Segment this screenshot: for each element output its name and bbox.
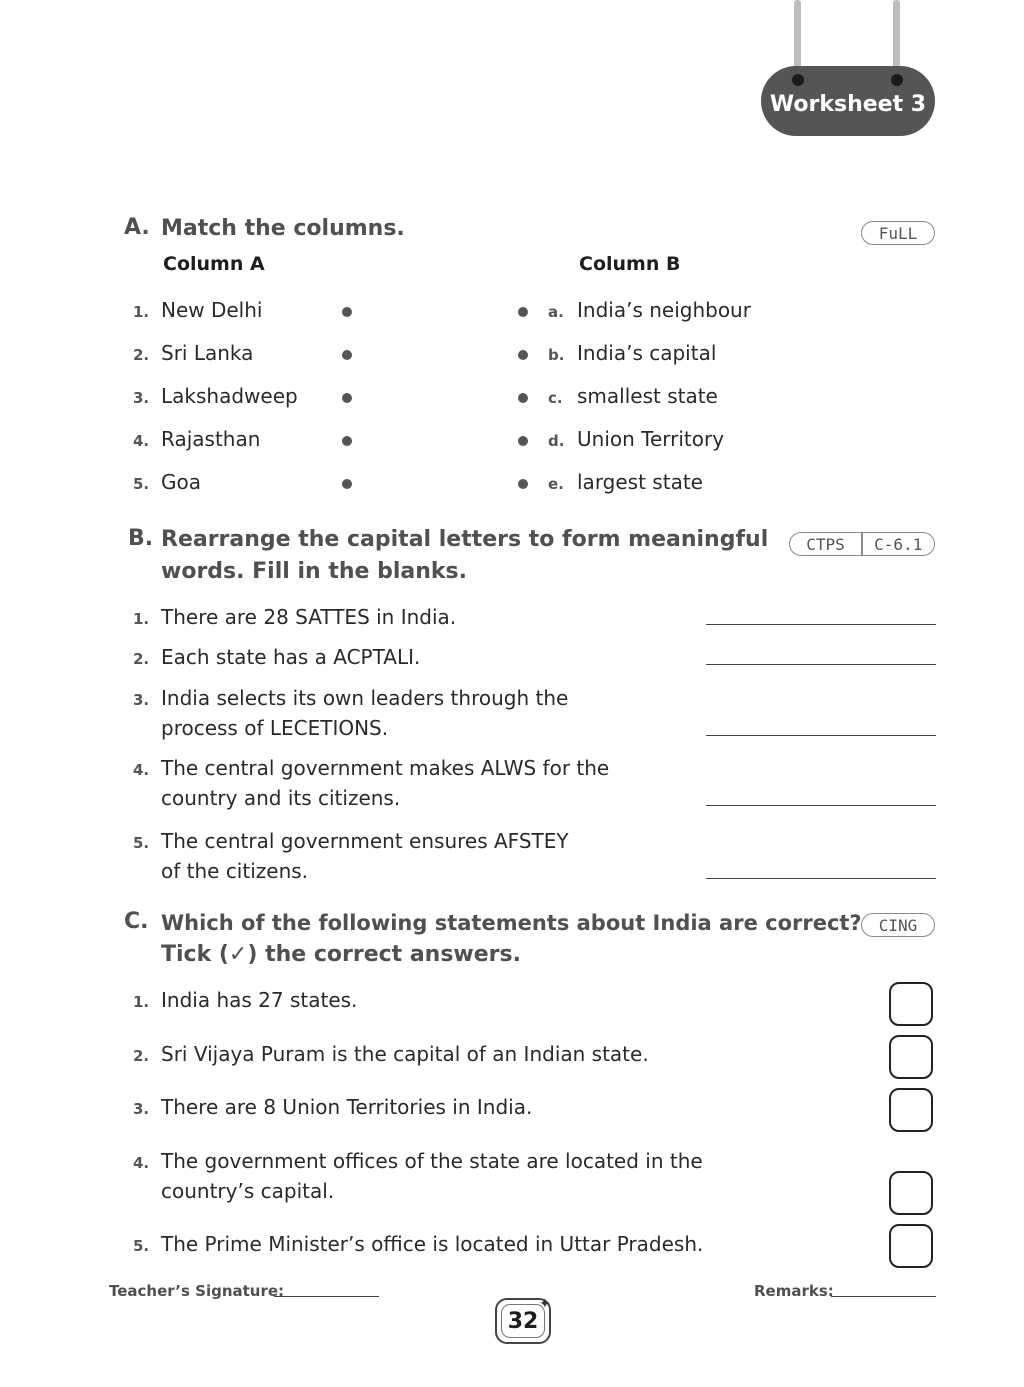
match-num: 2. (133, 346, 150, 364)
item-text: Each state has a ACPTALI. (161, 645, 421, 669)
match-letter: c. (548, 389, 563, 407)
item-num: 2. (133, 1047, 150, 1065)
match-letter: a. (548, 303, 564, 321)
column-b-item: smallest state (577, 384, 718, 408)
page-number: 32 (507, 1308, 539, 1334)
star-icon: ✦ (539, 1296, 551, 1312)
section-b-badge-left: CTPS (806, 534, 845, 554)
section-b-letter: B. (128, 526, 154, 551)
match-num: 4. (133, 432, 150, 450)
column-b-item: India’s neighbour (577, 298, 751, 322)
tick-box[interactable] (889, 1088, 933, 1132)
tick-box[interactable] (889, 1171, 933, 1215)
section-c-badge-label: CING (878, 915, 918, 935)
tick-box[interactable] (889, 1224, 933, 1268)
match-letter: e. (548, 475, 564, 493)
item-text: The central government makes ALWS for the (161, 756, 610, 780)
section-b-badge (789, 532, 935, 556)
column-a-item: Goa (161, 470, 201, 494)
item-text: The central government ensures AFSTEY (161, 829, 569, 853)
remarks-line[interactable] (831, 1296, 936, 1297)
section-c-badge (861, 913, 935, 937)
answer-blank[interactable] (706, 805, 936, 806)
column-b-item: Union Territory (577, 427, 725, 451)
column-b-dot[interactable] (518, 393, 528, 403)
column-a-dot[interactable] (342, 393, 352, 403)
item-num: 4. (133, 1154, 150, 1172)
column-b-item: largest state (577, 470, 703, 494)
teacher-signature-line[interactable] (274, 1296, 379, 1297)
column-a-dot[interactable] (342, 307, 352, 317)
worksheet-tag-label: Worksheet 3 (769, 91, 927, 117)
item-text: There are 28 SATTES in India. (161, 605, 457, 629)
section-a-title: Match the columns. (161, 216, 405, 241)
item-text: India has 27 states. (161, 988, 358, 1012)
item-text-cont: country and its citizens. (161, 786, 401, 810)
match-num: 3. (133, 389, 150, 407)
match-letter: b. (548, 346, 565, 364)
item-num: 1. (133, 993, 150, 1011)
column-a-item: Lakshadweep (161, 384, 298, 408)
worksheet-tag (761, 66, 935, 136)
section-a-badge-label: FuLL (878, 223, 918, 243)
tag-hole-left (790, 72, 806, 88)
item-num: 4. (133, 761, 150, 779)
column-b-dot[interactable] (518, 307, 528, 317)
item-text: India selects its own leaders through the (161, 686, 569, 710)
tag-strap-right (893, 0, 900, 74)
teacher-signature-label: Teacher’s Signature: (109, 1282, 285, 1300)
tick-box[interactable] (889, 982, 933, 1026)
match-letter: d. (548, 432, 565, 450)
answer-blank[interactable] (706, 624, 936, 625)
column-b-dot[interactable] (518, 479, 528, 489)
item-text-cont: country’s capital. (161, 1179, 335, 1203)
remarks-label: Remarks: (754, 1282, 834, 1300)
item-num: 5. (133, 834, 150, 852)
section-c-letter: C. (124, 909, 149, 934)
answer-blank[interactable] (706, 735, 936, 736)
column-a-dot[interactable] (342, 436, 352, 446)
item-text: The government offices of the state are located in the (161, 1149, 703, 1173)
section-b-title-line2: words. Fill in the blanks. (161, 559, 467, 584)
item-text: Sri Vijaya Puram is the capital of an Indian state. (161, 1042, 649, 1066)
item-num: 1. (133, 610, 150, 628)
item-num: 2. (133, 650, 150, 668)
item-text: There are 8 Union Territories in India. (161, 1095, 533, 1119)
section-c-title-line1: Which of the following statements about India are correct? (161, 911, 862, 935)
column-b-dot[interactable] (518, 350, 528, 360)
column-a-header: Column A (163, 253, 265, 275)
item-text-cont: process of LECETIONS. (161, 716, 389, 740)
item-num: 3. (133, 691, 150, 709)
column-b-header: Column B (579, 253, 681, 275)
item-num: 5. (133, 1237, 150, 1255)
answer-blank[interactable] (706, 664, 936, 665)
answer-blank[interactable] (706, 878, 936, 879)
column-a-item: Rajasthan (161, 427, 261, 451)
section-b-badge-right: C-6.1 (874, 534, 923, 554)
section-a-letter: A. (124, 215, 150, 240)
column-a-item: New Delhi (161, 298, 263, 322)
item-text-cont: of the citizens. (161, 859, 309, 883)
match-num: 5. (133, 475, 150, 493)
column-a-dot[interactable] (342, 350, 352, 360)
tick-box[interactable] (889, 1035, 933, 1079)
tag-strap-left (794, 0, 801, 74)
section-a-badge (861, 221, 935, 245)
tag-hole-right (889, 72, 905, 88)
match-num: 1. (133, 303, 150, 321)
column-a-dot[interactable] (342, 479, 352, 489)
section-c-title-line2: Tick (✓) the correct answers. (161, 942, 521, 967)
item-text: The Prime Minister’s office is located in Uttar Pradesh. (161, 1232, 704, 1256)
section-b-title-line1: Rearrange the capital letters to form meaningful (161, 527, 769, 552)
column-b-item: India’s capital (577, 341, 717, 365)
item-num: 3. (133, 1100, 150, 1118)
column-b-dot[interactable] (518, 436, 528, 446)
column-a-item: Sri Lanka (161, 341, 254, 365)
